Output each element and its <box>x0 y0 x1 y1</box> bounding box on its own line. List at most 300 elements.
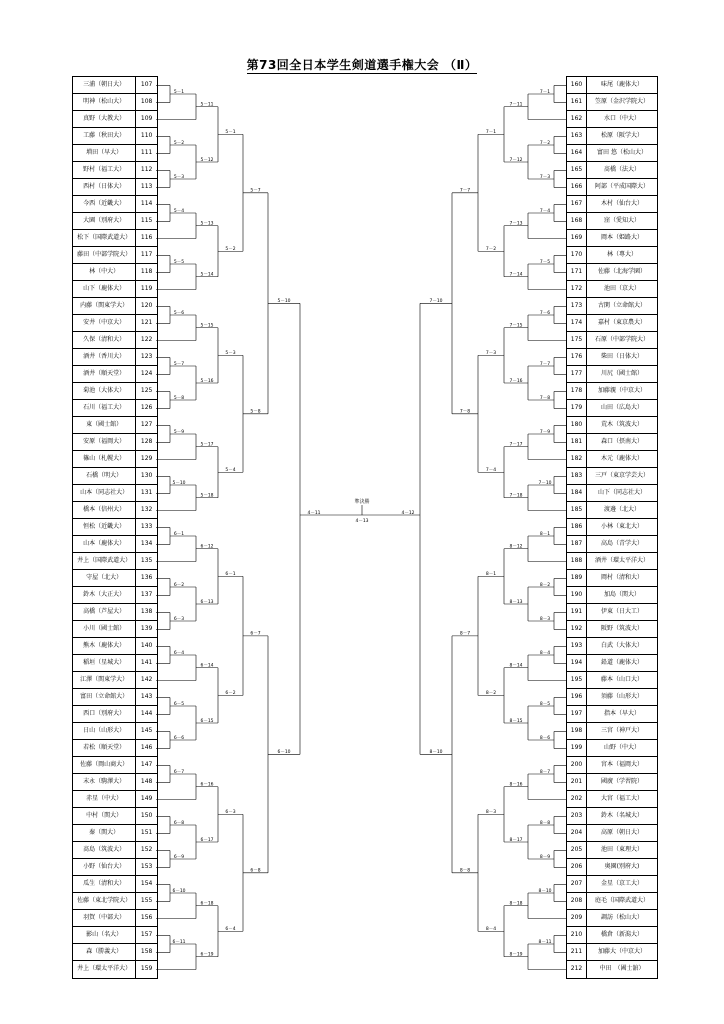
entry-number: 165 <box>567 162 587 178</box>
entry-number: 196 <box>567 689 587 705</box>
entry-name: 西口（別府大） <box>73 706 136 722</box>
match-label: 6－15 <box>200 718 214 724</box>
entry-name: 木村（仙台大） <box>600 200 643 207</box>
match-label: 8－9 <box>539 854 551 860</box>
match-label: 5－3 <box>173 174 185 180</box>
match-label: 6－2 <box>173 582 185 588</box>
match-label: 7－8 <box>459 409 471 415</box>
match-label: 8－7 <box>539 769 551 775</box>
entry-name: 酒井（順天堂） <box>73 366 136 382</box>
entry-number: 187 <box>567 536 587 552</box>
entry-name: 今西（近畿大） <box>73 196 136 212</box>
entry-number: 184 <box>567 485 587 501</box>
match-label: 4－12 <box>401 510 415 516</box>
match-label: 5－8 <box>250 409 261 415</box>
entry-number: 136 <box>140 574 153 581</box>
match-label: 8－6 <box>539 735 551 741</box>
entry-number: 202 <box>567 791 587 807</box>
entry-number: 109 <box>140 115 153 122</box>
entry-number: 128 <box>140 438 153 445</box>
entry-number: 189 <box>567 570 587 586</box>
entry-name: 奥園(別府大) <box>604 863 640 870</box>
entry-number: 119 <box>140 285 153 292</box>
entry-name: 三宮（神戸大） <box>600 727 643 734</box>
match-label: 8－2 <box>539 582 551 588</box>
entry-number: 115 <box>140 217 153 224</box>
match-label: 7－13 <box>509 221 523 227</box>
entry-number: 182 <box>567 451 587 467</box>
entry-number: 159 <box>140 965 153 972</box>
entry-number: 178 <box>567 383 587 399</box>
entry-name: 若松（順天堂） <box>73 740 136 756</box>
entry-number: 210 <box>567 927 587 943</box>
match-label: 6－1 <box>225 572 236 578</box>
entry-number: 160 <box>567 77 587 93</box>
match-label: 8－13 <box>509 599 523 605</box>
match-label: 8－5 <box>539 701 551 707</box>
entry-name: 小林（東北大） <box>600 523 643 530</box>
entry-number: 193 <box>567 638 587 654</box>
match-label: 5－3 <box>225 351 236 357</box>
entry-name: 山田（広島大） <box>600 404 643 411</box>
entry-number: 158 <box>140 948 153 955</box>
entry-name: 須藤（山形大） <box>600 693 643 700</box>
entry-number: 190 <box>567 587 587 603</box>
entry-number: 172 <box>567 281 587 297</box>
match-label: 6－5 <box>173 701 185 707</box>
entry-name: 鈴木（名城大） <box>600 812 643 819</box>
match-label: 7－10 <box>538 480 552 486</box>
entry-name: 末永（駒澤大） <box>73 774 136 790</box>
entry-name: 白武（大体大） <box>600 642 643 649</box>
match-label: 4－13 <box>355 519 369 524</box>
entry-number: 206 <box>567 859 587 875</box>
match-label: 6－4 <box>225 927 236 933</box>
match-label: 8－1 <box>539 531 551 537</box>
match-label: 6－8 <box>173 820 185 826</box>
entry-name: 髙橋（法大） <box>603 166 640 173</box>
match-label: 8－4 <box>485 927 497 933</box>
entry-name: 山本（鹿体大） <box>73 536 136 552</box>
match-label: 5－18 <box>200 493 214 499</box>
entry-number: 139 <box>140 625 153 632</box>
entry-name: 高橋（芦屋大） <box>73 604 136 620</box>
match-label: 8－14 <box>509 663 523 669</box>
entry-number: 197 <box>567 706 587 722</box>
entry-name: 三浦（朝日大） <box>73 77 136 93</box>
entry-name: 加島（関大） <box>603 591 640 598</box>
entry-name: 大宮（福工大） <box>600 795 643 802</box>
entry-number: 117 <box>140 251 153 258</box>
match-label: 5－4 <box>225 468 236 474</box>
entry-number: 142 <box>140 676 153 683</box>
entry-number: 133 <box>140 523 153 530</box>
entry-number: 124 <box>140 370 153 377</box>
match-label: 8－3 <box>539 616 551 622</box>
entry-number: 155 <box>140 897 153 904</box>
entry-name: 調訪（松山大） <box>600 914 643 921</box>
match-label: 5－12 <box>200 157 214 163</box>
entry-number: 131 <box>140 489 153 496</box>
match-label: 6－6 <box>173 735 185 741</box>
entry-name: 林（專大） <box>606 251 637 258</box>
entry-name: 酒井（環太平洋大） <box>594 557 649 564</box>
entry-name: 藤田（中部学院大） <box>73 247 136 263</box>
entry-number: 130 <box>140 472 153 479</box>
match-label: 7－18 <box>509 493 523 499</box>
entry-name: 三戸（東京学芸大） <box>594 472 649 479</box>
entry-number: 135 <box>140 557 153 564</box>
entry-name: 山野（中大） <box>603 744 640 751</box>
entry-number: 113 <box>140 183 153 190</box>
match-label: 8－8 <box>539 820 551 826</box>
entry-number: 126 <box>140 404 153 411</box>
entry-name: 小野（仙台大） <box>73 859 136 875</box>
match-label: 6－1 <box>173 531 185 537</box>
entry-number: 122 <box>140 336 153 343</box>
entry-number: 156 <box>140 914 153 921</box>
entry-name: 稲垣（星城大） <box>73 655 136 671</box>
match-label: 7－4 <box>539 208 551 214</box>
match-label: 6－11 <box>172 939 186 945</box>
entry-number: 123 <box>140 353 153 360</box>
entry-number: 146 <box>140 744 153 751</box>
entry-name: 池田（京大） <box>603 285 640 292</box>
entry-name: 宮本（福岡大） <box>600 761 643 768</box>
entry-number: 157 <box>140 931 153 938</box>
entry-number: 161 <box>567 94 587 110</box>
entry-name: 指本（早大） <box>603 710 640 717</box>
entry-number: 145 <box>140 727 153 734</box>
entry-number: 177 <box>567 366 587 382</box>
entry-name: 金星（京工大） <box>600 880 643 887</box>
entry-name: 瓜生（清和大） <box>73 876 136 892</box>
entry-name: 赤星（中大） <box>73 791 136 807</box>
entry-number: 198 <box>567 723 587 739</box>
entry-name: 伊東（日大工） <box>600 608 643 615</box>
entry-name: 髙島（筑波大） <box>73 842 136 858</box>
match-label: 5－9 <box>173 429 185 435</box>
entry-name: 佐藤（北海学園） <box>597 268 646 275</box>
entry-name: 石原（中部学院大） <box>594 336 649 343</box>
entry-number: 212 <box>567 961 587 978</box>
match-label: 5－7 <box>173 361 185 367</box>
match-label: 7－1 <box>485 130 497 136</box>
entry-number: 111 <box>140 149 153 156</box>
entry-number: 108 <box>140 98 153 105</box>
entry-name: 國廣（学習院） <box>600 778 643 785</box>
match-label: 7－3 <box>485 351 497 357</box>
entry-name: 柴田（日体大） <box>600 353 643 360</box>
entry-number: 170 <box>567 247 587 263</box>
match-label: 6－12 <box>200 544 214 550</box>
entry-name: 水口（中大） <box>603 115 640 122</box>
match-label: 5－11 <box>200 102 214 108</box>
entry-number: 138 <box>140 608 153 615</box>
match-label: 8－1 <box>485 572 497 578</box>
entry-number: 174 <box>567 315 587 331</box>
entry-name: 石川（福工大） <box>73 400 136 416</box>
match-label: 8－19 <box>509 952 523 958</box>
entry-number: 149 <box>140 795 153 802</box>
match-label: 7－12 <box>509 157 523 163</box>
entry-name: 松原（阪学大） <box>600 132 643 139</box>
entry-number: 166 <box>567 179 587 195</box>
match-label: 6－8 <box>250 868 261 874</box>
entry-number: 173 <box>567 298 587 314</box>
entry-name: 明神（松山大） <box>73 94 136 110</box>
entry-name: 岡本（姫路大） <box>600 234 643 241</box>
entry-number: 125 <box>140 387 153 394</box>
entry-name: 阿部（平成国際大） <box>594 183 649 190</box>
entry-name: 久保（清和大） <box>73 332 136 348</box>
entry-name: 羽賀（中部大） <box>73 910 136 926</box>
match-label: 5－7 <box>250 188 261 194</box>
entry-name: 味尾（鹿体大） <box>600 81 643 88</box>
match-label: 6－10 <box>277 750 291 756</box>
entry-name: 石橋（明大） <box>73 468 136 484</box>
entry-name: 森（勝義大） <box>73 944 136 960</box>
entry-name: 鈴木（大正大） <box>73 587 136 603</box>
entry-name: 内藤（関東学大） <box>73 298 136 314</box>
entry-name: 菊池（大体大） <box>73 383 136 399</box>
entry-name: 藤本（山口大） <box>600 676 643 683</box>
entry-number: 110 <box>140 132 153 139</box>
entry-name: 木元（鹿体大） <box>600 455 643 462</box>
entry-name: 富田（立命館大） <box>73 689 136 705</box>
entry-name: 西村（日体大） <box>73 179 136 195</box>
match-label: 準決勝 <box>354 499 370 505</box>
entry-name: 渡邊（北大） <box>603 506 640 513</box>
entry-number: 201 <box>567 774 587 790</box>
entry-number: 209 <box>567 910 587 926</box>
entry-name: 森口（摂南大） <box>600 438 643 445</box>
entry-name: 窪（愛知大） <box>603 217 640 224</box>
entry-number: 186 <box>567 519 587 535</box>
match-label: 5－17 <box>200 442 214 448</box>
entry-number: 203 <box>567 808 587 824</box>
entry-name: 小川（國士館） <box>73 621 136 637</box>
entry-name: 影山（名大） <box>73 927 136 943</box>
entry-name: 篠山（札幌大） <box>73 451 136 467</box>
entry-number: 188 <box>567 553 587 569</box>
match-label: 5－15 <box>200 323 214 329</box>
entry-number: 175 <box>567 332 587 348</box>
match-label: 8－16 <box>509 782 523 788</box>
entry-number: 204 <box>567 825 587 841</box>
match-label: 5－13 <box>200 221 214 227</box>
match-label: 7－2 <box>485 247 497 253</box>
entry-name: 増田（早大） <box>73 145 136 161</box>
match-label: 5－6 <box>173 310 185 316</box>
entry-number: 192 <box>567 621 587 637</box>
entry-name: 加藤親（中京大） <box>597 387 646 394</box>
entry-name: 江澤（関東学大） <box>73 672 136 688</box>
entry-name: 佐藤（岡山商大） <box>73 757 136 773</box>
match-label: 7－4 <box>485 468 497 474</box>
entry-number: 112 <box>140 166 153 173</box>
entry-name: 酒井（香川大） <box>73 349 136 365</box>
entry-number: 211 <box>567 944 587 960</box>
match-label: 7－7 <box>459 188 471 194</box>
match-label: 5－10 <box>277 299 291 305</box>
entry-name: 山下（鹿体大） <box>73 281 136 297</box>
entry-name: 安原（福岡大） <box>73 434 136 450</box>
entry-number: 185 <box>567 502 587 518</box>
match-label: 7－16 <box>509 378 523 384</box>
match-label: 6－14 <box>200 663 214 669</box>
entry-number: 181 <box>567 434 587 450</box>
match-label: 6－4 <box>173 650 185 656</box>
match-label: 5－2 <box>225 247 236 253</box>
match-label: 7－10 <box>429 299 443 305</box>
entry-number: 144 <box>140 710 153 717</box>
entry-number: 116 <box>140 234 153 241</box>
entry-name: 岡村（清和大） <box>600 574 643 581</box>
entry-name: 荒木（筑波大） <box>600 421 643 428</box>
entry-number: 179 <box>567 400 587 416</box>
entry-number: 118 <box>140 268 153 275</box>
entry-number: 167 <box>567 196 587 212</box>
match-label: 7－5 <box>539 259 551 265</box>
match-label: 8－8 <box>459 868 471 874</box>
match-label: 7－6 <box>539 310 551 316</box>
entry-number: 132 <box>140 506 153 513</box>
match-label: 5－16 <box>200 378 214 384</box>
match-label: 8－12 <box>509 544 523 550</box>
entry-number: 162 <box>567 111 587 127</box>
entry-number: 176 <box>567 349 587 365</box>
match-label: 8－17 <box>509 837 523 843</box>
match-label: 5－1 <box>173 89 185 95</box>
entry-number: 147 <box>140 761 153 768</box>
match-label: 5－8 <box>173 395 185 401</box>
entry-number: 150 <box>140 812 153 819</box>
entry-number: 169 <box>567 230 587 246</box>
entry-name: 井上（環太平洋大） <box>73 961 136 978</box>
entry-name: 山本（同志社大） <box>73 485 136 501</box>
match-label: 6－18 <box>200 901 214 907</box>
entry-name: 山下（同志社大） <box>597 489 646 496</box>
match-label: 7－9 <box>539 429 551 435</box>
match-label: 7－3 <box>539 174 551 180</box>
match-label: 4－11 <box>307 510 321 516</box>
match-label: 7－7 <box>539 361 551 367</box>
entry-number: 200 <box>567 757 587 773</box>
match-label: 6－17 <box>200 837 214 843</box>
entry-number: 120 <box>140 302 153 309</box>
match-label: 8－2 <box>485 691 497 697</box>
entry-name: 守屋（北大） <box>73 570 136 586</box>
entry-number: 207 <box>567 876 587 892</box>
match-label: 6－13 <box>200 599 214 605</box>
entry-name: 大園（別府大） <box>73 213 136 229</box>
entry-number: 180 <box>567 417 587 433</box>
match-label: 6－3 <box>173 616 185 622</box>
match-label: 8－10 <box>429 750 443 756</box>
entry-name: 中村（関大） <box>73 808 136 824</box>
entry-number: 121 <box>140 319 153 326</box>
entry-number: 195 <box>567 672 587 688</box>
entry-number: 114 <box>140 200 153 207</box>
entry-number: 134 <box>140 540 153 547</box>
entry-name: 松下（国際武道大） <box>73 230 136 246</box>
entry-number: 143 <box>140 693 153 700</box>
entry-number: 194 <box>567 655 587 671</box>
match-label: 6－7 <box>250 631 261 637</box>
entry-number: 208 <box>567 893 587 909</box>
entry-name: 阪野（筑波大） <box>600 625 643 632</box>
entry-name: 池田（東理大） <box>600 846 643 853</box>
match-label: 5－1 <box>225 130 236 136</box>
entry-name: 鉛道（鹿体大） <box>600 659 643 666</box>
entry-number: 199 <box>567 740 587 756</box>
match-label: 8－3 <box>485 810 497 816</box>
entry-name: 工藤（秋田大） <box>73 128 136 144</box>
entry-name: 富田 悠（松山大） <box>597 149 647 156</box>
entry-number: 164 <box>567 145 587 161</box>
match-label: 8－15 <box>509 718 523 724</box>
match-label: 7－2 <box>539 140 551 146</box>
match-label: 8－7 <box>459 631 471 637</box>
entry-name: 高島（青学大） <box>600 540 643 547</box>
entry-number: 137 <box>140 591 153 598</box>
match-label: 5－10 <box>172 480 186 486</box>
match-label: 6－3 <box>225 810 236 816</box>
entry-number: 151 <box>140 829 153 836</box>
match-label: 5－14 <box>200 272 214 278</box>
entry-name: 熊木（鹿体大） <box>73 638 136 654</box>
entry-number: 171 <box>567 264 587 280</box>
match-label: 8－11 <box>538 939 552 945</box>
entry-number: 140 <box>140 642 153 649</box>
entry-name: 古閑（立命館大） <box>597 302 646 309</box>
entry-name: 高原（朝日大） <box>600 829 643 836</box>
title-text: 第73回全日本学生剣道選手権大会 （Ⅱ） <box>246 58 478 72</box>
entry-name: 中田 （國士舘） <box>599 965 645 972</box>
match-label: 7－14 <box>509 272 523 278</box>
entry-number: 205 <box>567 842 587 858</box>
match-label: 7－15 <box>509 323 523 329</box>
entry-name: 恒松（近畿大） <box>73 519 136 535</box>
entry-number: 127 <box>140 421 153 428</box>
entry-name: 佐藤（東北学院大） <box>73 893 136 909</box>
entry-number: 152 <box>140 846 153 853</box>
match-label: 5－4 <box>173 208 185 214</box>
match-label: 6－9 <box>173 854 185 860</box>
match-label: 8－4 <box>539 650 551 656</box>
entry-name: 橋本（信州大） <box>73 502 136 518</box>
match-label: 7－11 <box>509 102 523 108</box>
match-label: 7－17 <box>509 442 523 448</box>
entry-name: 橋倉（新潟大） <box>600 931 643 938</box>
entry-number: 154 <box>140 880 153 887</box>
entry-name: 安井（中京大） <box>73 315 136 331</box>
entry-name: 野村（福工大） <box>73 162 136 178</box>
match-label: 6－10 <box>172 888 186 894</box>
match-label: 5－2 <box>173 140 185 146</box>
entry-name: 加藤大（中京大） <box>597 948 646 955</box>
entry-number: 148 <box>140 778 153 785</box>
entry-name: 林（中大） <box>73 264 136 280</box>
entry-number: 107 <box>140 81 153 88</box>
match-label: 7－8 <box>539 395 551 401</box>
entry-name: 笠原（金沢学院大） <box>594 98 649 105</box>
entry-name: 日山（山形大） <box>73 723 136 739</box>
entry-name: 嘉村（東京農大） <box>597 319 646 326</box>
entry-number: 163 <box>567 128 587 144</box>
entry-number: 141 <box>140 659 153 666</box>
